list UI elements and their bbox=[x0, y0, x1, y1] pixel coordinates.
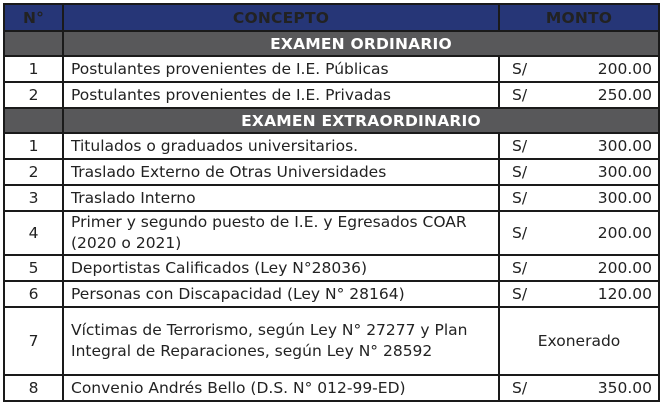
exempt-label: Exonerado bbox=[499, 307, 659, 375]
row-amount: 350.00 bbox=[559, 375, 659, 401]
table-row bbox=[4, 82, 659, 108]
row-amount: 300.00 bbox=[559, 159, 659, 185]
table-row bbox=[4, 255, 659, 281]
row-amount: 300.00 bbox=[559, 133, 659, 159]
row-number: 1 bbox=[4, 133, 63, 159]
row-number: 3 bbox=[4, 185, 63, 211]
currency-symbol: S/ bbox=[499, 281, 559, 307]
row-concept: Deportistas Calificados (Ley N°28036) bbox=[63, 255, 499, 281]
table-row bbox=[4, 375, 659, 401]
section-empty-cell bbox=[4, 31, 63, 56]
row-concept: Convenio Andrés Bello (D.S. N° 012-99-ED) bbox=[63, 375, 499, 401]
section-title: EXAMEN ORDINARIO bbox=[63, 31, 659, 56]
row-amount: 300.00 bbox=[559, 185, 659, 211]
header-concept: CONCEPTO bbox=[63, 4, 499, 31]
table-row bbox=[4, 185, 659, 211]
currency-symbol: S/ bbox=[499, 82, 559, 108]
row-concept: Personas con Discapacidad (Ley N° 28164) bbox=[63, 281, 499, 307]
currency-symbol: S/ bbox=[499, 375, 559, 401]
row-number: 1 bbox=[4, 56, 63, 82]
row-concept: Postulantes provenientes de I.E. Privadas bbox=[63, 82, 499, 108]
fees-table bbox=[3, 3, 660, 402]
currency-symbol: S/ bbox=[499, 185, 559, 211]
row-amount: 120.00 bbox=[559, 281, 659, 307]
row-concept: Traslado Externo de Otras Universidades bbox=[63, 159, 499, 185]
section-title: EXAMEN EXTRAORDINARIO bbox=[63, 108, 659, 133]
header-amount: MONTO bbox=[499, 4, 659, 31]
row-amount: 200.00 bbox=[559, 56, 659, 82]
row-concept: Traslado Interno bbox=[63, 185, 499, 211]
currency-symbol: S/ bbox=[499, 159, 559, 185]
row-number: 4 bbox=[4, 211, 63, 255]
currency-symbol: S/ bbox=[499, 255, 559, 281]
header-num: N° bbox=[4, 4, 63, 31]
currency-symbol: S/ bbox=[499, 211, 559, 255]
row-number: 8 bbox=[4, 375, 63, 401]
row-number: 6 bbox=[4, 281, 63, 307]
table-row bbox=[4, 281, 659, 307]
currency-symbol: S/ bbox=[499, 133, 559, 159]
section-row bbox=[4, 108, 659, 133]
row-number: 2 bbox=[4, 82, 63, 108]
section-empty-cell bbox=[4, 108, 63, 133]
table-row bbox=[4, 133, 659, 159]
row-amount: 250.00 bbox=[559, 82, 659, 108]
header-row bbox=[4, 4, 659, 31]
table-row bbox=[4, 307, 659, 375]
table-row bbox=[4, 211, 659, 255]
section-row bbox=[4, 31, 659, 56]
row-concept: Víctimas de Terrorismo, según Ley N° 27277 y Plan Integral de Reparaciones, según Ley N° 28592 bbox=[63, 307, 499, 375]
row-amount: 200.00 bbox=[559, 255, 659, 281]
row-concept: Primer y segundo puesto de I.E. y Egresados COAR (2020 o 2021) bbox=[63, 211, 499, 255]
row-concept: Titulados o graduados universitarios. bbox=[63, 133, 499, 159]
row-number: 7 bbox=[4, 307, 63, 375]
row-number: 2 bbox=[4, 159, 63, 185]
table-row bbox=[4, 159, 659, 185]
row-concept: Postulantes provenientes de I.E. Públicas bbox=[63, 56, 499, 82]
row-amount: 200.00 bbox=[559, 211, 659, 255]
currency-symbol: S/ bbox=[499, 56, 559, 82]
table-row bbox=[4, 56, 659, 82]
row-number: 5 bbox=[4, 255, 63, 281]
